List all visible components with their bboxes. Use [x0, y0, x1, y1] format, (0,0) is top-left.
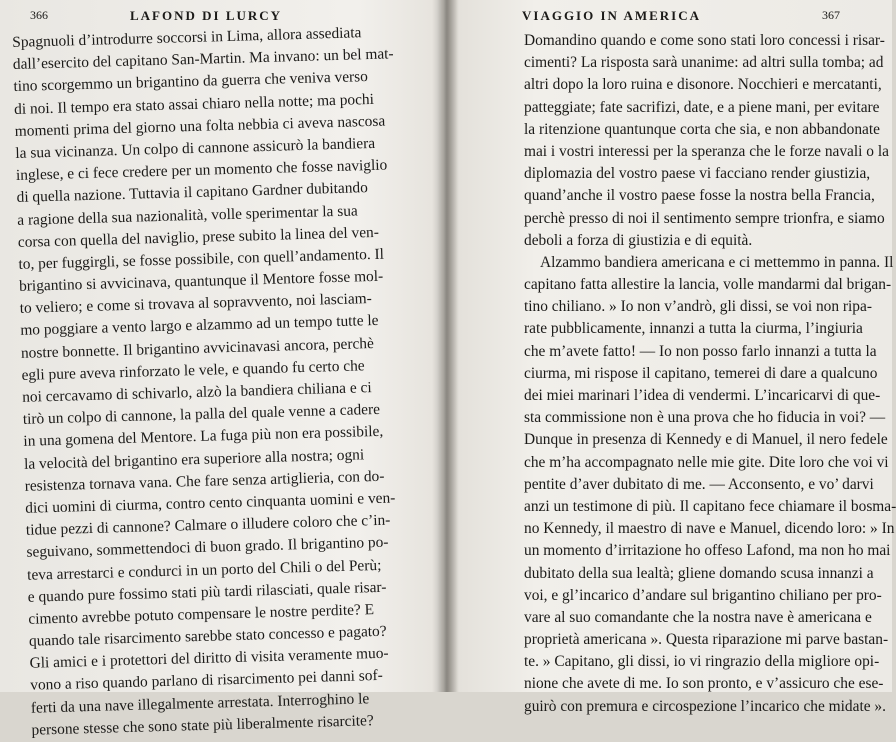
right-page-number: 367: [822, 8, 840, 22]
text-line: dubitato della sua lealtà; gliene domando scusa innanzi a: [524, 564, 874, 582]
text-line: diplomazia del vostro paese vi facciano render giustizia,: [524, 165, 871, 183]
left-page: [0, 0, 440, 739]
text-line: tidue pezzi di cannone? Calmare o illudere coloro che c’in-: [25, 511, 391, 539]
right-body-text: [524, 30, 896, 718]
text-line: cimento avrebbe potuto compensare le nostre perdite? E: [28, 600, 375, 628]
text-line: di quella nazione. Tuttavia il capitano Gardner dubitando: [16, 179, 369, 207]
text-line: vare al suo comandante che la nostra nave è americana e: [524, 608, 872, 626]
text-line: ferti da una nave illegalmente arrestata. Interroghino le: [30, 689, 370, 717]
text-line: un momento d’irritazione ho offeso Lafond, ma non ho mai: [524, 542, 891, 560]
text-line: noi cercavamo di schivarlo, alzò la bandiera chiliana e ci: [21, 379, 372, 406]
text-line: nostre bonnette. Il brigantino avvicinavasi ancora, perchè: [20, 334, 375, 362]
left-body-text: [12, 21, 412, 741]
text-line: Dunque in presenza di Kennedy e di Manuel, il nero fedele: [524, 431, 888, 449]
left-running-title: LAFOND DI LURCY: [130, 8, 283, 23]
text-line: tino chiliano. » Io non v’andrò, gli dissi, se voi non ripa-: [524, 298, 872, 316]
right-running-title: VIAGGIO IN AMERICA: [522, 8, 702, 23]
text-line: vono a riso quando parlano di risarcimento pei danni sof-: [30, 667, 383, 695]
text-line: no Kennedy, il maestro di nave e Manuel, dicendo loro: » In: [524, 520, 895, 538]
text-line: dei miei marinari l’idea di vendermi. L’incaricarvi di que-: [524, 387, 881, 404]
text-line: dici uomini di ciurma, contro cento cinquanta uomini e ven-: [25, 489, 396, 517]
text-line: te. » Capitano, gli dissi, io vi ringrazio della migliore opi-: [524, 653, 880, 671]
text-line: momenti prima del giorno una folta nebbia ci aveva nascosa: [14, 112, 386, 140]
text-line: la ritenzione quantunque corta che sia, e non abbandonate: [524, 120, 880, 138]
text-line: quando tale risarcimento sarebbe stato concesso e pagato?: [28, 622, 387, 650]
text-line: nione che avete di me. Io son pronto, e v’assicuro che ese-: [524, 675, 884, 693]
text-line: altri dopo la loro ruina e disonore. Nocchieri e mercatanti,: [524, 76, 882, 94]
text-line: inglese, e ci fece credere per un momento che fosse naviglio: [15, 156, 388, 185]
text-line: pentite d’aver dubitato di me. — Acconsento, e vo’ darvi: [524, 475, 874, 493]
text-line: Alzammo bandiera americana e ci mettemmo in panna. Il: [540, 253, 894, 271]
text-line: to veliero; e come si trovava al sopravvento, noi lasciam-: [19, 290, 372, 318]
text-line: corsa con quella del naviglio, prese subito la linea del ven-: [17, 223, 380, 251]
text-line: anzi un testimone di più. Il capitano fece chiamare il bosma-: [524, 497, 896, 515]
text-line: mai i vostri interessi per la speranza che le forze navali o la: [524, 142, 889, 160]
text-line: che m’ha accompagnato nelle mie gite. Dite loro che voi vi: [524, 453, 889, 471]
text-line: la velocità del brigantino era superiore alla nostra; ogni: [23, 445, 365, 473]
right-running-head: [522, 8, 872, 26]
text-line: dall’esercito del capitano San-Martin. Ma invano: un bel mat-: [12, 45, 394, 74]
text-line: di noi. Il tempo era stato assai chiaro nella notte; ma pochi: [13, 90, 375, 118]
text-line: e quando pure fossimo stati più tardi rilasciati, quale risar-: [27, 578, 387, 606]
text-line: Spagnuoli d’introdurre soccorsi in Lima, allora assediata: [12, 24, 362, 51]
text-line: egli pure aveva rinforzato le vele, e quando fu certo che: [21, 357, 365, 384]
text-line: quand’anche il vostro paese fosse la nostra bella Francia,: [524, 187, 875, 205]
text-line: brigantino si avvicinava, quantunque il Mentore fosse mol-: [18, 267, 384, 295]
text-line: to, per fuggirgli, se fosse possibile, con quell’andamento. Il: [18, 245, 385, 273]
text-line: in una gomena del Mentore. La fuga più non era possibile,: [23, 423, 384, 451]
text-line: la sua vicinanza. Un colpo di cannone assicurò la bandiera: [15, 134, 376, 162]
text-line: ciurma, mi rispose il capitano, temerei di dare a qualcuno: [524, 364, 878, 382]
right-page: [452, 0, 896, 715]
text-line: resistenza tornava vana. Che fare senza artiglieria, con do-: [24, 467, 385, 495]
text-line: proprietà americana ». Questa riparazione mi parve bastan-: [524, 631, 889, 649]
text-line: tirò un colpo di cannone, la palla del quale venne a cadere: [22, 401, 381, 429]
text-line: persone stesse che sono state più liberalmente risarcite?: [31, 711, 374, 739]
text-line: perchè presso di noi il sentimento sempre trionfra, e siamo: [524, 209, 885, 227]
left-page-number: 366: [30, 8, 48, 22]
text-line: voi, e gl’incarico d’andare sul brigantino chiliano per pro-: [524, 586, 882, 604]
text-line: sta commissione non è una prova che ho fiducia in voi? —: [524, 409, 886, 427]
text-line: tino scorgemmo un brigantino da guerra che veniva verso: [13, 68, 369, 96]
text-line: deboli a forza di giustizia e di equità.: [524, 231, 753, 249]
text-line: mo poggiare a vento largo e alzammo ad un tempo tutte le: [20, 312, 379, 340]
text-line: a ragione della sua nazionalità, volle sperimentar la sua: [17, 201, 358, 229]
text-line: Domandino quando e come sono stati loro concessi i risar-: [524, 32, 885, 49]
text-line: capitano fatta allestire la lancia, volle mandarmi dal brigan-: [524, 276, 892, 294]
text-line: che m’avete fatto! — Io non posso farlo innanzi a tutta la: [524, 342, 877, 360]
text-line: cimenti? La risposta sarà unanime: ad altri sulla tomba; ad: [524, 54, 884, 72]
text-line: teva arrestarci e condurci in un porto del Chili o del Perù;: [26, 556, 382, 584]
text-line: seguivano, sommettendoci di buon grado. Il brigantino po-: [26, 534, 389, 562]
text-line: Gli amici e i protettori del diritto di visita veramente muo-: [29, 644, 389, 673]
text-line: rate pubblicamente, innanzi a tutta la ciurma, l’ingiuria: [524, 320, 863, 338]
text-line: guirò con premura e circospezione l’incarico che midate ».: [524, 697, 886, 715]
text-line: patteggiate; fate sacrifizi, date, e a piene mani, per evitare: [524, 98, 880, 116]
